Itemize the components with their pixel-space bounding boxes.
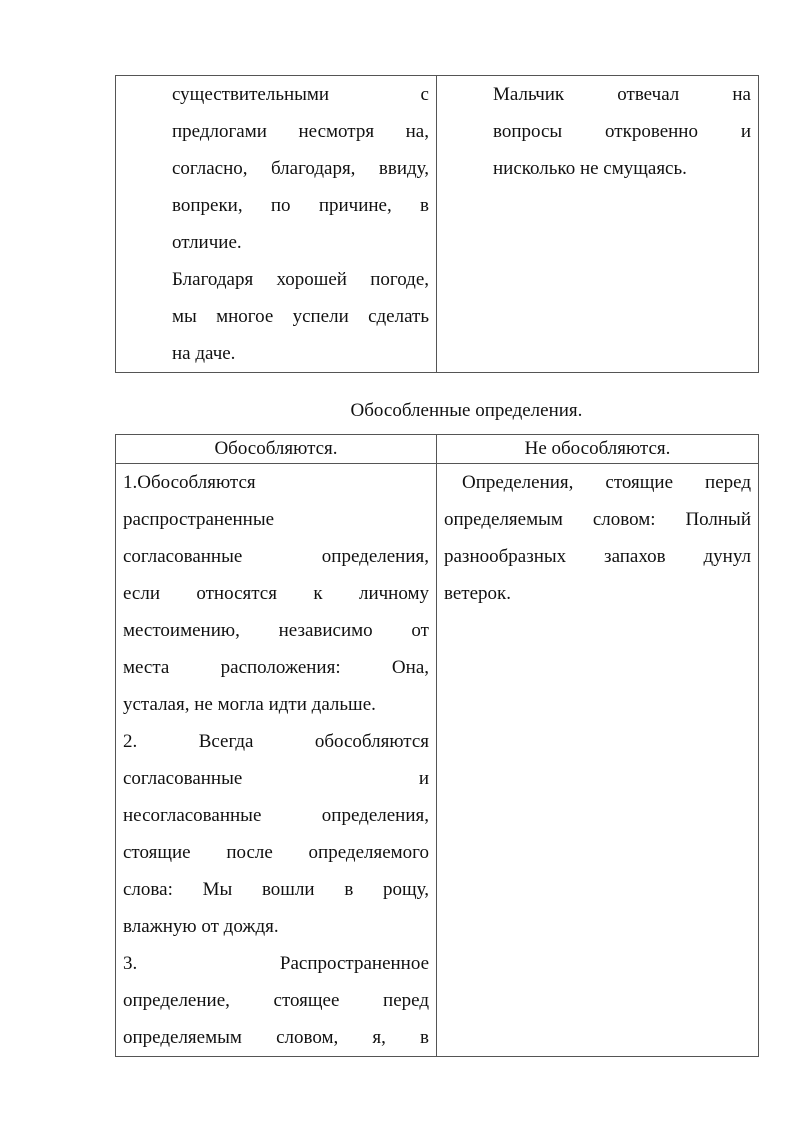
text-line: определяемым словом, я, в: [123, 1027, 429, 1048]
table-row: [116, 76, 759, 373]
table-cell-left: [116, 76, 437, 373]
text-line: 2. Всегда обособляются: [123, 731, 429, 752]
table-row: [116, 464, 759, 1057]
text-line: Определения, стоящие перед: [462, 472, 751, 493]
table-cell-left: [116, 464, 437, 1057]
text-line: предлогами несмотря на,: [172, 121, 429, 142]
text-line: мы многое успели сделать: [172, 306, 429, 327]
text-line: 1.Обособляются: [123, 472, 256, 493]
text-line: согласованные и: [123, 768, 429, 789]
table-continuation: [115, 75, 759, 373]
text-line: согласованные определения,: [123, 546, 429, 567]
text-line: существительными с: [172, 84, 429, 105]
text-line: места расположения: Она,: [123, 657, 429, 678]
text-line: несогласованные определения,: [123, 805, 429, 826]
text-line: стоящие после определяемого: [123, 842, 429, 863]
text-line: определяемым словом: Полный: [444, 509, 751, 530]
text-line: нисколько не смущаясь.: [493, 158, 687, 179]
text-line: слова: Мы вошли в рощу,: [123, 879, 429, 900]
text-line: влажную от дождя.: [123, 916, 279, 937]
text-line: Благодаря хорошей погоде,: [172, 269, 429, 290]
table-cell-right: [437, 76, 759, 373]
text-line: 3. Распространенное: [123, 953, 429, 974]
text-line: вопреки, по причине, в: [172, 195, 429, 216]
text-line: если относятся к личному: [123, 583, 429, 604]
text-line: разнообразных запахов дунул: [444, 546, 751, 567]
text-line: ветерок.: [444, 583, 512, 604]
text-line: определение, стоящее перед: [123, 990, 429, 1011]
text-line: вопросы откровенно и: [493, 121, 751, 142]
definitions-table: [115, 434, 759, 1057]
text-line: согласно, благодаря, ввиду,: [172, 158, 429, 179]
table-cell-right: [437, 464, 759, 1057]
text-line: усталая, не могла идти дальше.: [123, 694, 376, 715]
text-line: на даче.: [172, 343, 236, 364]
table-header-row: [116, 435, 759, 464]
header-left: Обособляются.: [116, 435, 437, 464]
text-line: местоимению, независимо от: [123, 620, 429, 641]
header-right: Не обособляются.: [437, 435, 759, 464]
section-title: Обособленные определения.: [350, 400, 583, 421]
text-line: отличие.: [172, 232, 242, 253]
text-line: распространенные: [123, 509, 275, 530]
text-line: Мальчик отвечал на: [493, 84, 751, 105]
